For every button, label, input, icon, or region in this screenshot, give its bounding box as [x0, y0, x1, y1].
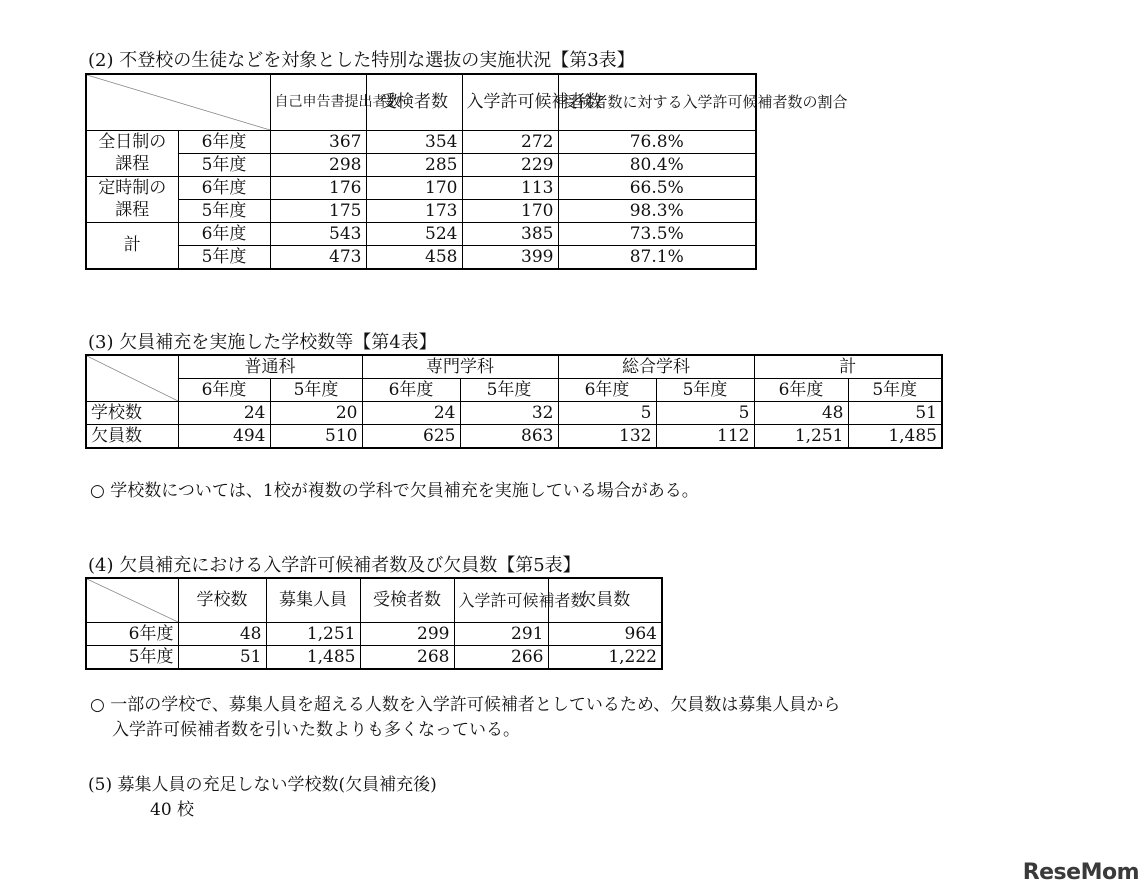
value-cell: 285	[366, 153, 462, 176]
year-cell: 5年度	[178, 153, 270, 176]
header-candidates: 入学許可候補者数	[462, 74, 558, 130]
value-cell: 20	[270, 402, 362, 425]
value-cell: 266	[454, 645, 548, 669]
value-cell: 51	[848, 402, 942, 425]
year-cell: 5年度	[86, 645, 178, 669]
group-fulltime: 全日制の課程	[86, 130, 178, 176]
value-cell: 51	[178, 645, 266, 669]
header-examinees: 受検者数	[366, 74, 462, 130]
value-cell: 32	[460, 402, 558, 425]
section2-heading: (2) 不登校の生徒などを対象とした特別な選抜の実施状況【第3表】	[88, 50, 635, 71]
year-header: 5年度	[460, 379, 558, 402]
category-total: 計	[754, 355, 942, 379]
section3-note: ○ 学校数については、1校が複数の学科で欠員補充を実施している場合がある。	[90, 481, 699, 501]
year-header: 6年度	[362, 379, 460, 402]
category-general: 普通科	[178, 355, 362, 379]
value-cell: 473	[270, 245, 366, 269]
year-cell: 6年度	[178, 130, 270, 153]
row-label: 欠員数	[86, 425, 178, 449]
ratio-cell: 76.8%	[558, 130, 756, 153]
value-cell: 298	[270, 153, 366, 176]
value-cell: 132	[558, 425, 656, 449]
year-header: 5年度	[270, 379, 362, 402]
year-cell: 6年度	[178, 222, 270, 245]
header-examinees: 受検者数	[360, 578, 454, 622]
header-submitters: 自己申告書提出者数	[270, 74, 366, 130]
year-cell: 6年度	[178, 176, 270, 199]
value-cell: 24	[178, 402, 270, 425]
year-cell: 6年度	[86, 622, 178, 645]
value-cell: 1,251	[754, 425, 848, 449]
value-cell: 175	[270, 199, 366, 222]
table-3	[85, 73, 848, 270]
value-cell: 510	[270, 425, 362, 449]
value-cell: 1,485	[266, 645, 360, 669]
value-cell: 173	[366, 199, 462, 222]
value-cell: 48	[178, 622, 266, 645]
section3-heading: (3) 欠員補充を実施した学校数等【第4表】	[88, 332, 437, 353]
value-cell: 1,485	[848, 425, 942, 449]
value-cell: 170	[462, 199, 558, 222]
value-cell: 272	[462, 130, 558, 153]
value-cell: 24	[362, 402, 460, 425]
value-cell: 291	[454, 622, 548, 645]
value-cell: 367	[270, 130, 366, 153]
ratio-cell: 98.3%	[558, 199, 756, 222]
table-4	[85, 354, 943, 449]
value-cell: 964	[548, 622, 662, 645]
value-cell: 170	[366, 176, 462, 199]
value-cell: 1,251	[266, 622, 360, 645]
ratio-cell: 87.1%	[558, 245, 756, 269]
value-cell: 299	[360, 622, 454, 645]
corner-cell	[86, 74, 270, 130]
year-header: 5年度	[848, 379, 942, 402]
year-header: 6年度	[754, 379, 848, 402]
resemom-logo: ReseMom	[1022, 860, 1139, 885]
header-ratio: 受検者数に対する入学許可候補者数の割合	[558, 74, 756, 130]
category-comprehensive: 総合学科	[558, 355, 754, 379]
year-header: 6年度	[558, 379, 656, 402]
section5-value: 40 校	[150, 800, 195, 820]
group-parttime: 定時制の課程	[86, 176, 178, 222]
group-total: 計	[86, 222, 178, 269]
header-recruitment: 募集人員	[266, 578, 360, 622]
ratio-cell: 73.5%	[558, 222, 756, 245]
ratio-cell: 80.4%	[558, 153, 756, 176]
value-cell: 494	[178, 425, 270, 449]
header-vacancies: 欠員数	[548, 578, 662, 622]
value-cell: 229	[462, 153, 558, 176]
value-cell: 458	[366, 245, 462, 269]
year-header: 6年度	[178, 379, 270, 402]
value-cell: 268	[360, 645, 454, 669]
year-header: 5年度	[656, 379, 754, 402]
section4-note-line2: 入学許可候補者数を引いた数よりも多くなっている。	[112, 720, 520, 740]
value-cell: 112	[656, 425, 754, 449]
table-5	[85, 577, 663, 670]
value-cell: 524	[366, 222, 462, 245]
section5-heading: (5) 募集人員の充足しない学校数(欠員補充後)	[88, 775, 437, 795]
value-cell: 543	[270, 222, 366, 245]
value-cell: 354	[366, 130, 462, 153]
corner-cell	[86, 355, 178, 402]
value-cell: 625	[362, 425, 460, 449]
category-specialized: 専門学科	[362, 355, 558, 379]
value-cell: 176	[270, 176, 366, 199]
value-cell: 48	[754, 402, 848, 425]
header-schools: 学校数	[178, 578, 266, 622]
value-cell: 1,222	[548, 645, 662, 669]
header-candidates: 入学許可候補者数	[454, 578, 548, 622]
value-cell: 5	[656, 402, 754, 425]
value-cell: 113	[462, 176, 558, 199]
row-label: 学校数	[86, 402, 178, 425]
section4-heading: (4) 欠員補充における入学許可候補者数及び欠員数【第5表】	[88, 555, 581, 576]
section4-note-line1: ○ 一部の学校で、募集人員を超える人数を入学許可候補者としているため、欠員数は募集人員から	[90, 695, 841, 715]
value-cell: 385	[462, 222, 558, 245]
year-cell: 5年度	[178, 199, 270, 222]
year-cell: 5年度	[178, 245, 270, 269]
value-cell: 5	[558, 402, 656, 425]
value-cell: 863	[460, 425, 558, 449]
corner-cell	[86, 578, 178, 622]
value-cell: 399	[462, 245, 558, 269]
ratio-cell: 66.5%	[558, 176, 756, 199]
